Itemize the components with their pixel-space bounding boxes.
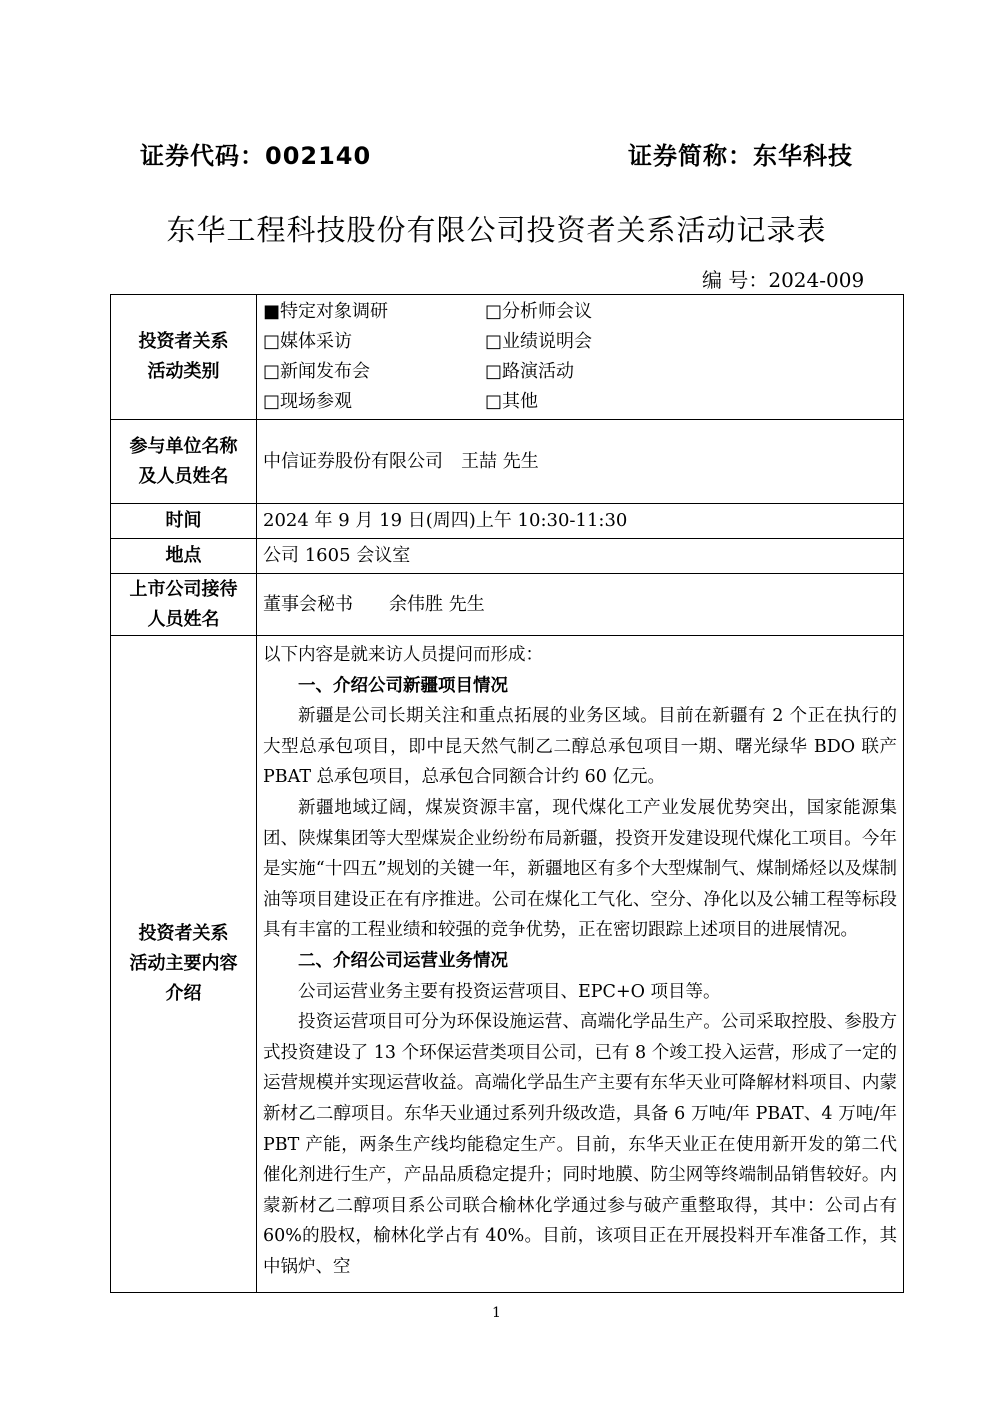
option-site-visit: □现场参观	[263, 391, 353, 412]
content-intro: 以下内容是就来访人员提问而形成：	[263, 645, 543, 665]
row-participants	[111, 420, 904, 504]
document-title: 东华工程科技股份有限公司投资者关系活动记录表	[166, 213, 827, 247]
option-earnings-call: □业绩说明会	[485, 331, 593, 352]
option-other: □其他	[485, 391, 539, 412]
label-participants: 参与单位名称 及人员姓名	[111, 420, 257, 504]
page-number: 1	[492, 1305, 501, 1321]
document-number: 编 号：2024-009	[702, 268, 865, 292]
record-table	[110, 294, 904, 1293]
content-paragraph: 投资运营项目可分为环保设施运营、高端化学品生产。公司采取控股、参股方式投资建设了 13 个环保运营类项目公司，已有 8 个竣工投入运营，形成了一定的运营规模并实现运营收益。高端化学品生产主要有东华天业可降解材料项目、内蒙新材乙二醇项目。东华天业通过系列升级改造，具备 6 万吨/年 PBAT、4 万吨/年 PBT 产能，两条生产线均能稳定生产。目前，东华天业正在使用新开发的第二代催化剂进行生产，产品品质稳定提升；同时地膜、防尘网等终端制品销售较好。内蒙新材乙二醇项目系公司联合榆林化学通过参与破产重整取得，其中：公司占有 60%的股权，榆林化学占有 40%。目前，该项目正在开展投料开车准备工作，其中锅炉、空	[263, 1012, 897, 1277]
label-reception: 上市公司接待 人员姓名	[111, 574, 257, 636]
reception-value: 董事会秘书 余伟胜 先生	[257, 574, 904, 636]
content-heading-operations: 二、介绍公司运营业务情况	[298, 950, 508, 971]
row-activity-type	[111, 295, 904, 420]
row-time	[111, 504, 904, 539]
row-location	[111, 539, 904, 574]
content-body	[257, 636, 904, 1293]
time-value: 2024 年 9 月 19 日(周四)上午 10:30-11:30	[257, 504, 904, 539]
label-content: 投资者关系 活动主要内容 介绍	[111, 636, 257, 1293]
activity-type-options	[257, 295, 904, 420]
stock-code: 证券代码：002140	[140, 142, 372, 170]
label-activity-type: 投资者关系 活动类别	[111, 295, 257, 420]
content-paragraph: 新疆是公司长期关注和重点拓展的业务区域。目前在新疆有 2 个正在执行的大型总承包项目，即中昆天然气制乙二醇总承包项目一期、曙光绿华 BDO 联产 PBAT 总承包项目，总承包合同额合计约 60 亿元。	[263, 706, 897, 788]
participants-value: 中信证券股份有限公司 王喆 先生	[257, 420, 904, 504]
option-analyst-meeting: □分析师会议	[485, 301, 593, 322]
option-media-interview: □媒体采访	[263, 331, 353, 352]
content-paragraph: 公司运营业务主要有投资运营项目、EPC+O 项目等。	[298, 981, 721, 1002]
label-location: 地点	[111, 539, 257, 574]
content-paragraph: 新疆地域辽阔，煤炭资源丰富，现代煤化工产业发展优势突出，国家能源集团、陕煤集团等大型煤炭企业纷纷布局新疆，投资开发建设现代煤化工项目。今年是实施“十四五”规划的关键一年，新疆地区有多个大型煤制气、煤制烯烃以及煤制油等项目建设正在有序推进。公司在煤化工气化、空分、净化以及公辅工程等标段具有丰富的工程业绩和较强的竞争优势，正在密切跟踪上述项目的进展情况。	[263, 797, 897, 941]
option-specific-research: ■特定对象调研	[263, 301, 389, 322]
row-reception	[111, 574, 904, 636]
stock-short-name: 证券简称：东华科技	[628, 142, 853, 170]
row-content	[111, 636, 904, 1293]
option-press-conference: □新闻发布会	[263, 361, 371, 382]
location-value: 公司 1605 会议室	[257, 539, 904, 574]
label-time: 时间	[111, 504, 257, 539]
content-heading-xinjiang: 一、介绍公司新疆项目情况	[298, 675, 508, 696]
option-roadshow: □路演活动	[485, 361, 575, 382]
